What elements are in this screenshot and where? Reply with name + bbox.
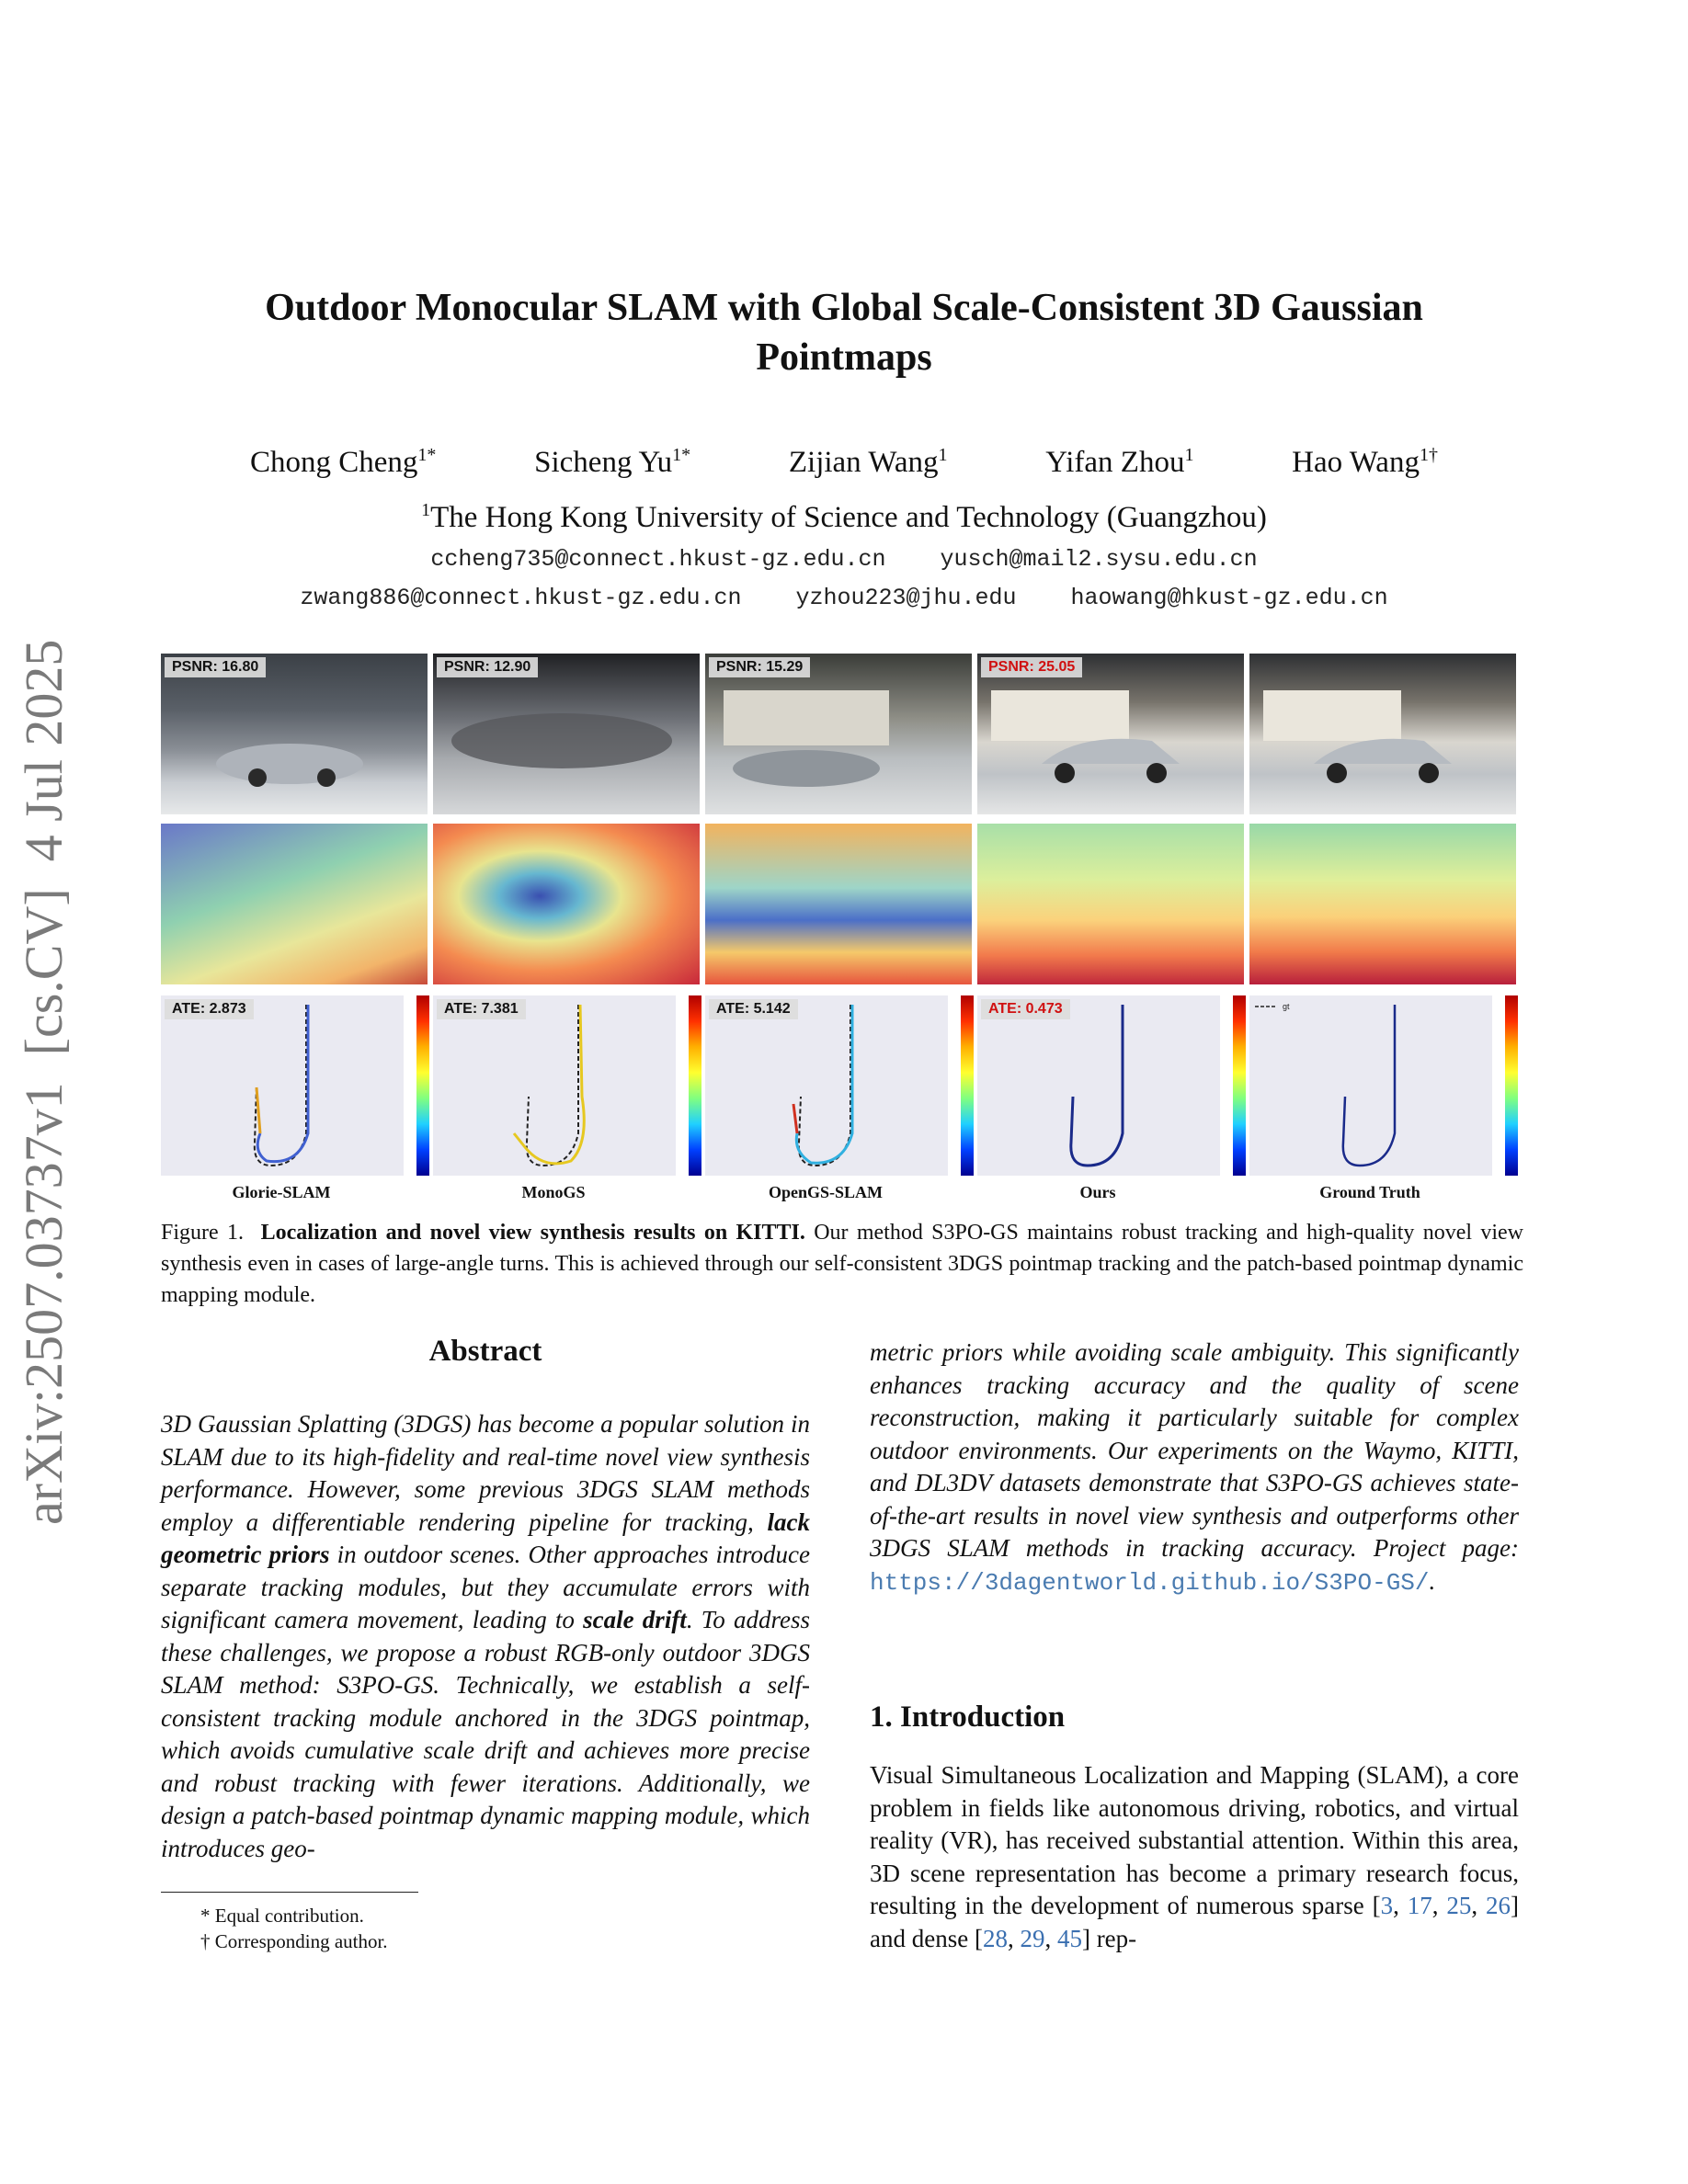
citation-link[interactable]: 17 bbox=[1407, 1892, 1432, 1919]
colorbar bbox=[689, 995, 701, 1176]
intro-text: ] rep- bbox=[1081, 1924, 1137, 1952]
abstract-text: 3D Gaussian Splatting (3DGS) has become a popular solution in SLAM due to its high-fidelity and real-time novel view synthesis performance. However, some previous 3DGS SLAM methods employ a differentiable rendering pipeline for tracking, bbox=[161, 1410, 810, 1536]
house-sketch bbox=[705, 654, 972, 814]
render-opengs-slam bbox=[705, 654, 972, 814]
footnote-rule bbox=[161, 1892, 418, 1893]
email-row-1 bbox=[165, 546, 1523, 573]
trajectory-plot bbox=[977, 995, 1220, 1176]
depth-monogs bbox=[433, 824, 700, 984]
citation-link[interactable]: 26 bbox=[1486, 1892, 1511, 1919]
psnr-badge: PSNR: 15.29 bbox=[709, 657, 810, 677]
author bbox=[1292, 445, 1438, 480]
section-heading-introduction: 1. Introduction bbox=[870, 1701, 1066, 1734]
author-affiliation-mark: 1 bbox=[1184, 445, 1194, 465]
abstract-text: . To address these challenges, we propose a robust RGB-only outdoor 3DGS SLAM method: S3PO-GS. Technically, we establish a self-consistent tracking module anchored in the 3DGS pointmap, which avoids cumulative scale drift and achieves more precise and robust tracking with fewer iterations. Additionally, we design a patch-based pointmap dynamic mapping module, which introduces geo- bbox=[161, 1606, 810, 1862]
colorbar bbox=[416, 995, 429, 1176]
citation-link[interactable]: 3 bbox=[1380, 1892, 1394, 1919]
citation-link[interactable]: 29 bbox=[1020, 1924, 1045, 1952]
arxiv-side-stamp: arXiv:2507.03737v1 [cs.CV] 4 Jul 2025 bbox=[14, 639, 74, 1525]
trajectory-opengs-slam bbox=[705, 995, 948, 1176]
email[interactable]: yusch@mail2.sysu.edu.cn bbox=[940, 546, 1258, 573]
author-name: Chong Cheng bbox=[250, 446, 418, 479]
psnr-badge: PSNR: 25.05 bbox=[981, 657, 1082, 677]
title-line-2: Pointmaps bbox=[756, 336, 932, 379]
figure-caption bbox=[161, 1217, 1523, 1311]
author-affiliation-mark: 1* bbox=[672, 445, 691, 465]
intro-text: Visual Simultaneous Localization and Mapping (SLAM), a core problem in fields like autonomous driving, robotics, and virtual reality (VR), has received substantial attention. Within this area, 3D scene representation has become a primary research focus, resulting in the development of numerous sparse [ bbox=[870, 1761, 1519, 1919]
depth-glorie-slam bbox=[161, 824, 428, 984]
column-label: Glorie-SLAM bbox=[232, 1183, 331, 1201]
trajectory-ground-truth bbox=[1249, 995, 1492, 1176]
author-name: Sicheng Yu bbox=[534, 446, 673, 479]
car-sketch bbox=[977, 654, 1244, 814]
footnote-corresponding-author: † Corresponding author. bbox=[200, 1930, 388, 1952]
render-glorie-slam bbox=[161, 654, 428, 814]
trajectory-glorie-slam bbox=[161, 995, 404, 1176]
email[interactable]: yzhou223@jhu.edu bbox=[795, 585, 1017, 611]
trajectory-plot bbox=[433, 995, 676, 1176]
column-label: Ground Truth bbox=[1319, 1183, 1420, 1201]
trajectory-ours bbox=[977, 995, 1220, 1176]
column-label: Ours bbox=[1079, 1183, 1116, 1201]
ate-badge: ATE: 5.142 bbox=[709, 999, 798, 1019]
column-label: OpenGS-SLAM bbox=[768, 1183, 884, 1201]
render-ground-truth bbox=[1249, 654, 1516, 814]
author bbox=[789, 445, 948, 480]
render-monogs bbox=[433, 654, 700, 814]
colorbar bbox=[961, 995, 974, 1176]
colorbar bbox=[1233, 995, 1246, 1176]
abstract-emphasis: scale drift bbox=[583, 1606, 687, 1633]
author bbox=[1045, 445, 1193, 480]
email[interactable]: ccheng735@connect.hkust-gz.edu.cn bbox=[430, 546, 886, 573]
title-line-1: Outdoor Monocular SLAM with Global Scale-Consistent 3D Gaussian bbox=[265, 287, 1423, 329]
caption-text: Our method S3PO-GS maintains robust tracking and high-quality novel view synthesis even in cases of large-angle turns. This is achieved through our self-consistent 3DGS pointmap tracking and the patch-based pointmap dynamic mapping module. bbox=[161, 1221, 1524, 1307]
author bbox=[250, 445, 436, 480]
citation-link[interactable]: 28 bbox=[982, 1924, 1008, 1952]
render-ours bbox=[977, 654, 1244, 814]
abstract-continued: metric priors while avoiding scale ambiguity. This significantly enhances tracking accuracy and the quality of scene reconstruction, making it particularly suitable for complex outdoor environments. Our experiments on the Waymo, KITTI, and DL3DV datasets demonstrate that S3PO-GS achieves state-of-the-art results in novel view synthesis and outperforms other 3DGS SLAM methods in tracking accuracy. Project page: https://3dagentworld.github.io/S3PO-GS/. bbox=[870, 1338, 1519, 1597]
author-affiliation-mark: 1 bbox=[938, 445, 948, 465]
affiliation-sup: 1 bbox=[421, 500, 431, 520]
affiliation-text: The Hong Kong University of Science and Technology (Guangzhou) bbox=[430, 501, 1267, 534]
car-sketch bbox=[161, 654, 428, 814]
email-row-2 bbox=[165, 585, 1523, 611]
email[interactable]: zwang886@connect.hkust-gz.edu.cn bbox=[300, 585, 742, 611]
abstract-text: metric priors while avoiding scale ambiguity. This significantly enhances tracking accuracy and the quality of scene reconstruction, making it particularly suitable for complex outdoor environments. Our experiments on the Waymo, KITTI, and DL3DV datasets demonstrate that S3PO-GS achieves state-of-the-art results in novel view synthesis and outperforms other 3DGS SLAM methods in tracking accuracy. Project page: bbox=[870, 1338, 1519, 1562]
psnr-badge: PSNR: 16.80 bbox=[165, 657, 266, 677]
blur-shapes bbox=[433, 654, 700, 814]
author-name: Hao Wang bbox=[1292, 446, 1420, 479]
author-affiliation-mark: 1* bbox=[417, 445, 437, 465]
depth-ours bbox=[977, 824, 1244, 984]
email[interactable]: haowang@hkust-gz.edu.cn bbox=[1070, 585, 1388, 611]
caption-bold: Localization and novel view synthesis results on KITTI. bbox=[260, 1221, 805, 1245]
trajectory-plot bbox=[1249, 995, 1492, 1176]
abstract-text: in outdoor scenes. Other approaches introduce separate tracking modules, but they accumulate errors with significant camera movement, leading to bbox=[161, 1541, 810, 1633]
ate-badge: ATE: 0.473 bbox=[981, 999, 1070, 1019]
abstract-body bbox=[161, 1408, 810, 1865]
author-name: Zijian Wang bbox=[788, 446, 939, 479]
citation-link[interactable]: 45 bbox=[1056, 1924, 1082, 1952]
abstract-heading: Abstract bbox=[428, 1335, 542, 1368]
depth-ground-truth bbox=[1249, 824, 1516, 984]
trajectory-plot bbox=[161, 995, 404, 1176]
author-list bbox=[165, 445, 1523, 480]
figure-1 bbox=[161, 654, 1523, 1205]
affiliation bbox=[165, 500, 1523, 535]
caption-prefix: Figure 1. bbox=[161, 1221, 244, 1245]
paper-title bbox=[165, 283, 1523, 382]
author-name: Yifan Zhou bbox=[1045, 446, 1185, 479]
column-label: MonoGS bbox=[521, 1183, 586, 1201]
intro-text: ] and dense [ bbox=[870, 1892, 1520, 1952]
depth-opengs-slam bbox=[705, 824, 972, 984]
ate-badge: ATE: 2.873 bbox=[165, 999, 254, 1019]
introduction-body: Visual Simultaneous Localization and Mapping (SLAM), a core problem in fields like autonomous driving, robotics, and virtual reality (VR), has received substantial attention. Within this area, 3D scene representation has become a primary research focus, resulting in the development of numerous sparse [3, 17, 25, 26] and dense [28, 29, 45] rep- bbox=[870, 1761, 1520, 1952]
author bbox=[534, 445, 690, 480]
trajectory-monogs bbox=[433, 995, 676, 1176]
citation-link[interactable]: 25 bbox=[1446, 1892, 1472, 1919]
legend-label: gt bbox=[1283, 1002, 1290, 1011]
psnr-badge: PSNR: 12.90 bbox=[437, 657, 538, 677]
project-page-link[interactable]: https://3dagentworld.github.io/S3PO-GS/ bbox=[870, 1568, 1430, 1597]
footnote-equal-contribution: * Equal contribution. bbox=[200, 1905, 364, 1927]
car-sketch bbox=[1249, 654, 1516, 814]
ate-badge: ATE: 7.381 bbox=[437, 999, 526, 1019]
trajectory-plot bbox=[705, 995, 948, 1176]
abstract-emphasis: lack geometric priors bbox=[161, 1507, 811, 1568]
author-affiliation-mark: 1† bbox=[1419, 445, 1438, 465]
colorbar bbox=[1505, 995, 1518, 1176]
